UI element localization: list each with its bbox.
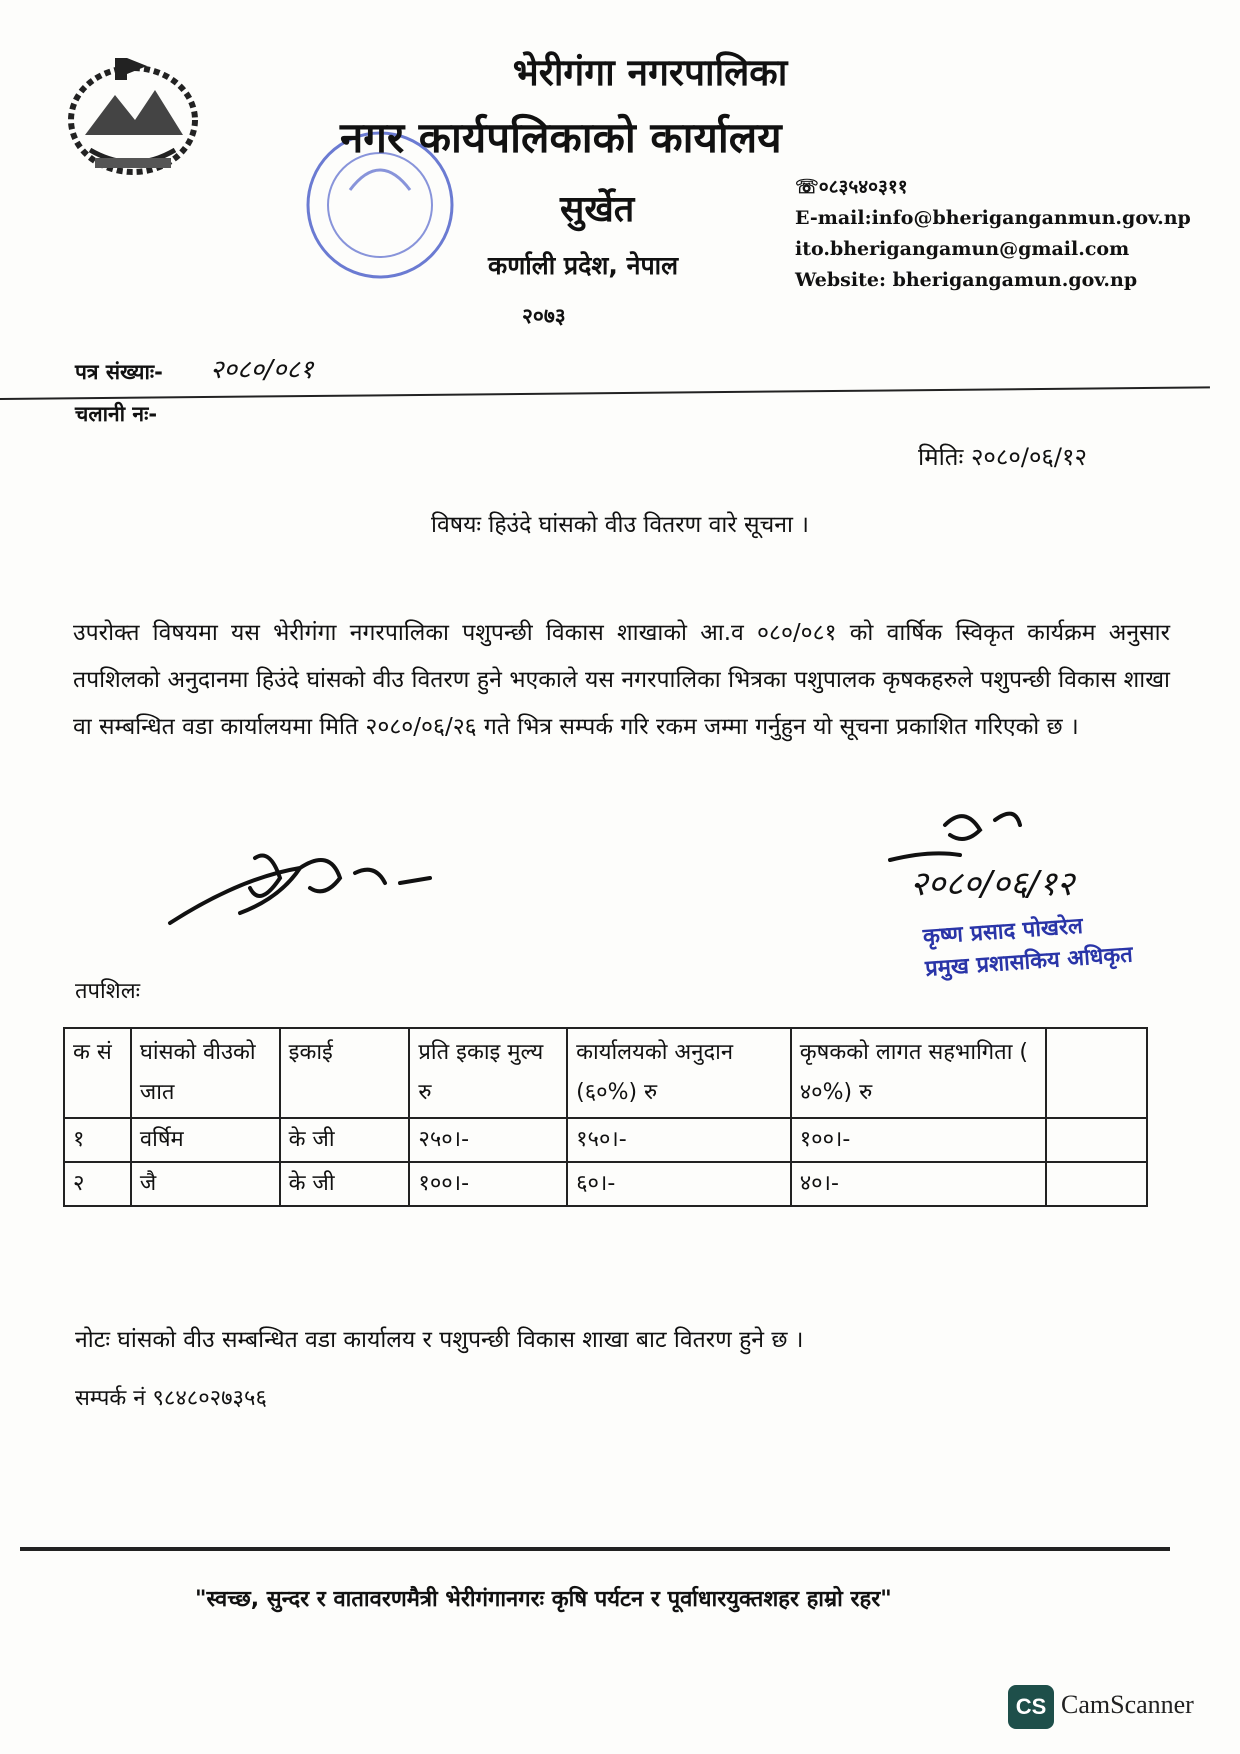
ref-number-label: पत्र संख्याः- (75, 360, 163, 384)
note-text: नोटः घांसको वीउ सम्बन्धित वडा कार्यालय र पशुपन्छी विकास शाखा बाट वितरण हुने छ । (75, 1327, 804, 1353)
col-header-farmer-share: कृषकको लागत सहभागिता ( ४०%) रु (791, 1028, 1046, 1118)
email-address[interactable]: E-mail:info@bheriganganmun.gov.np (795, 207, 1191, 229)
letter-subject: विषयः हिउंदे घांसको वीउ वितरण वारे सूचना । (431, 512, 809, 538)
table-header-row (64, 1028, 1147, 1118)
cell-unit: के जी (280, 1162, 410, 1206)
cell-serial: १ (64, 1118, 131, 1162)
table-row (64, 1162, 1147, 1206)
cell-blank (1046, 1118, 1147, 1162)
phone-number: ☏०८३५४०३११ (795, 176, 908, 198)
footer-divider (20, 1547, 1170, 1551)
letter-date: मितिः २०८०/०६/१२ (918, 443, 1087, 471)
website-link[interactable]: Website: bherigangamun.gov.np (795, 269, 1138, 291)
cell-seed-type: वर्षिम (131, 1118, 280, 1162)
footer-slogan: "स्वच्छ, सुन्दर र वातावरणमैत्री भेरीगंगानगरः कृषि पर्यटन र पूर्वाधारयुक्तशहर हाम्रो रहर" (195, 1587, 892, 1612)
cell-farmer-share: ४०।- (791, 1162, 1046, 1206)
col-header-unit: इकाई (280, 1028, 410, 1118)
email-address-2[interactable]: ito.bherigangamun@gmail.com (795, 238, 1130, 260)
contact-phone: सम्पर्क नं ९८४८०२७३५६ (75, 1386, 267, 1411)
established-year: २०७३ (522, 304, 566, 328)
municipality-name: भेरीगंगा नगरपालिका (512, 51, 788, 94)
col-header-blank (1046, 1028, 1147, 1118)
col-header-seed-type: घांसको वीउको जात (131, 1028, 280, 1118)
signature-left (160, 838, 460, 933)
office-name: नगर कार्यपलिकाको कार्यालय (340, 113, 782, 162)
cell-unit-price: १००।- (409, 1162, 567, 1206)
letter-body: उपरोक्त विषयमा यस भेरीगंगा नगरपालिका पशुपन्छी विकास शाखाको आ.व ०८०/०८१ को वार्षिक स्विकृत कार्यक्रम अनुसार तपशिलको अनुदानमा हिउंदे घांसको वीउ वितरण हुने भएकाले यस नगरपालिका भित्रका पशुपालक कृषकहरुले पशुपन्छी विकास शाखा वा सम्बन्धित वडा कार्यालयमा मिति २०८०/०६/२६ गते भित्र सम्पर्क गरि रकम जम्मा गर्नुहुन यो सूचना प्रकाशित गरिएको छ । (73, 620, 1170, 740)
cell-serial: २ (64, 1162, 131, 1206)
camscanner-logo-icon: CS (1008, 1685, 1054, 1729)
camscanner-watermark: CamScanner (1061, 1690, 1194, 1719)
officer-name: कृष्ण प्रसाद पोखरेल (922, 913, 1084, 950)
col-header-office-grant: कार्यालयको अनुदान (६०%) रु (567, 1028, 791, 1118)
table-caption: तपशिलः (75, 979, 141, 1004)
col-header-serial: क सं (64, 1028, 131, 1118)
header-divider (0, 386, 1210, 400)
contact-block (795, 172, 1191, 296)
city-name: सुर्खेत (560, 189, 635, 230)
ref-number-value: २०८०/०८१ (210, 355, 314, 385)
table-row (64, 1118, 1147, 1162)
signature-right (870, 800, 1170, 910)
cell-unit: के जी (280, 1118, 410, 1162)
officer-block (922, 907, 1134, 985)
cell-farmer-share: १००।- (791, 1118, 1046, 1162)
cell-unit-price: २५०।- (409, 1118, 567, 1162)
cell-blank (1046, 1162, 1147, 1206)
distribution-table (63, 1027, 1148, 1207)
cell-office-grant: ६०।- (567, 1162, 791, 1206)
cell-office-grant: १५०।- (567, 1118, 791, 1162)
officer-title: प्रमुख प्रशासकिय अधिकृत (924, 942, 1134, 982)
col-header-unit-price: प्रति इकाइ मुल्य रु (409, 1028, 567, 1118)
dispatch-number-label: चलानी नः- (75, 402, 158, 426)
signature-date: २०८०/०६/१२ (910, 864, 1075, 904)
cell-seed-type: जै (131, 1162, 280, 1206)
province-name: कर्णाली प्रदेश, नेपाल (488, 251, 679, 280)
